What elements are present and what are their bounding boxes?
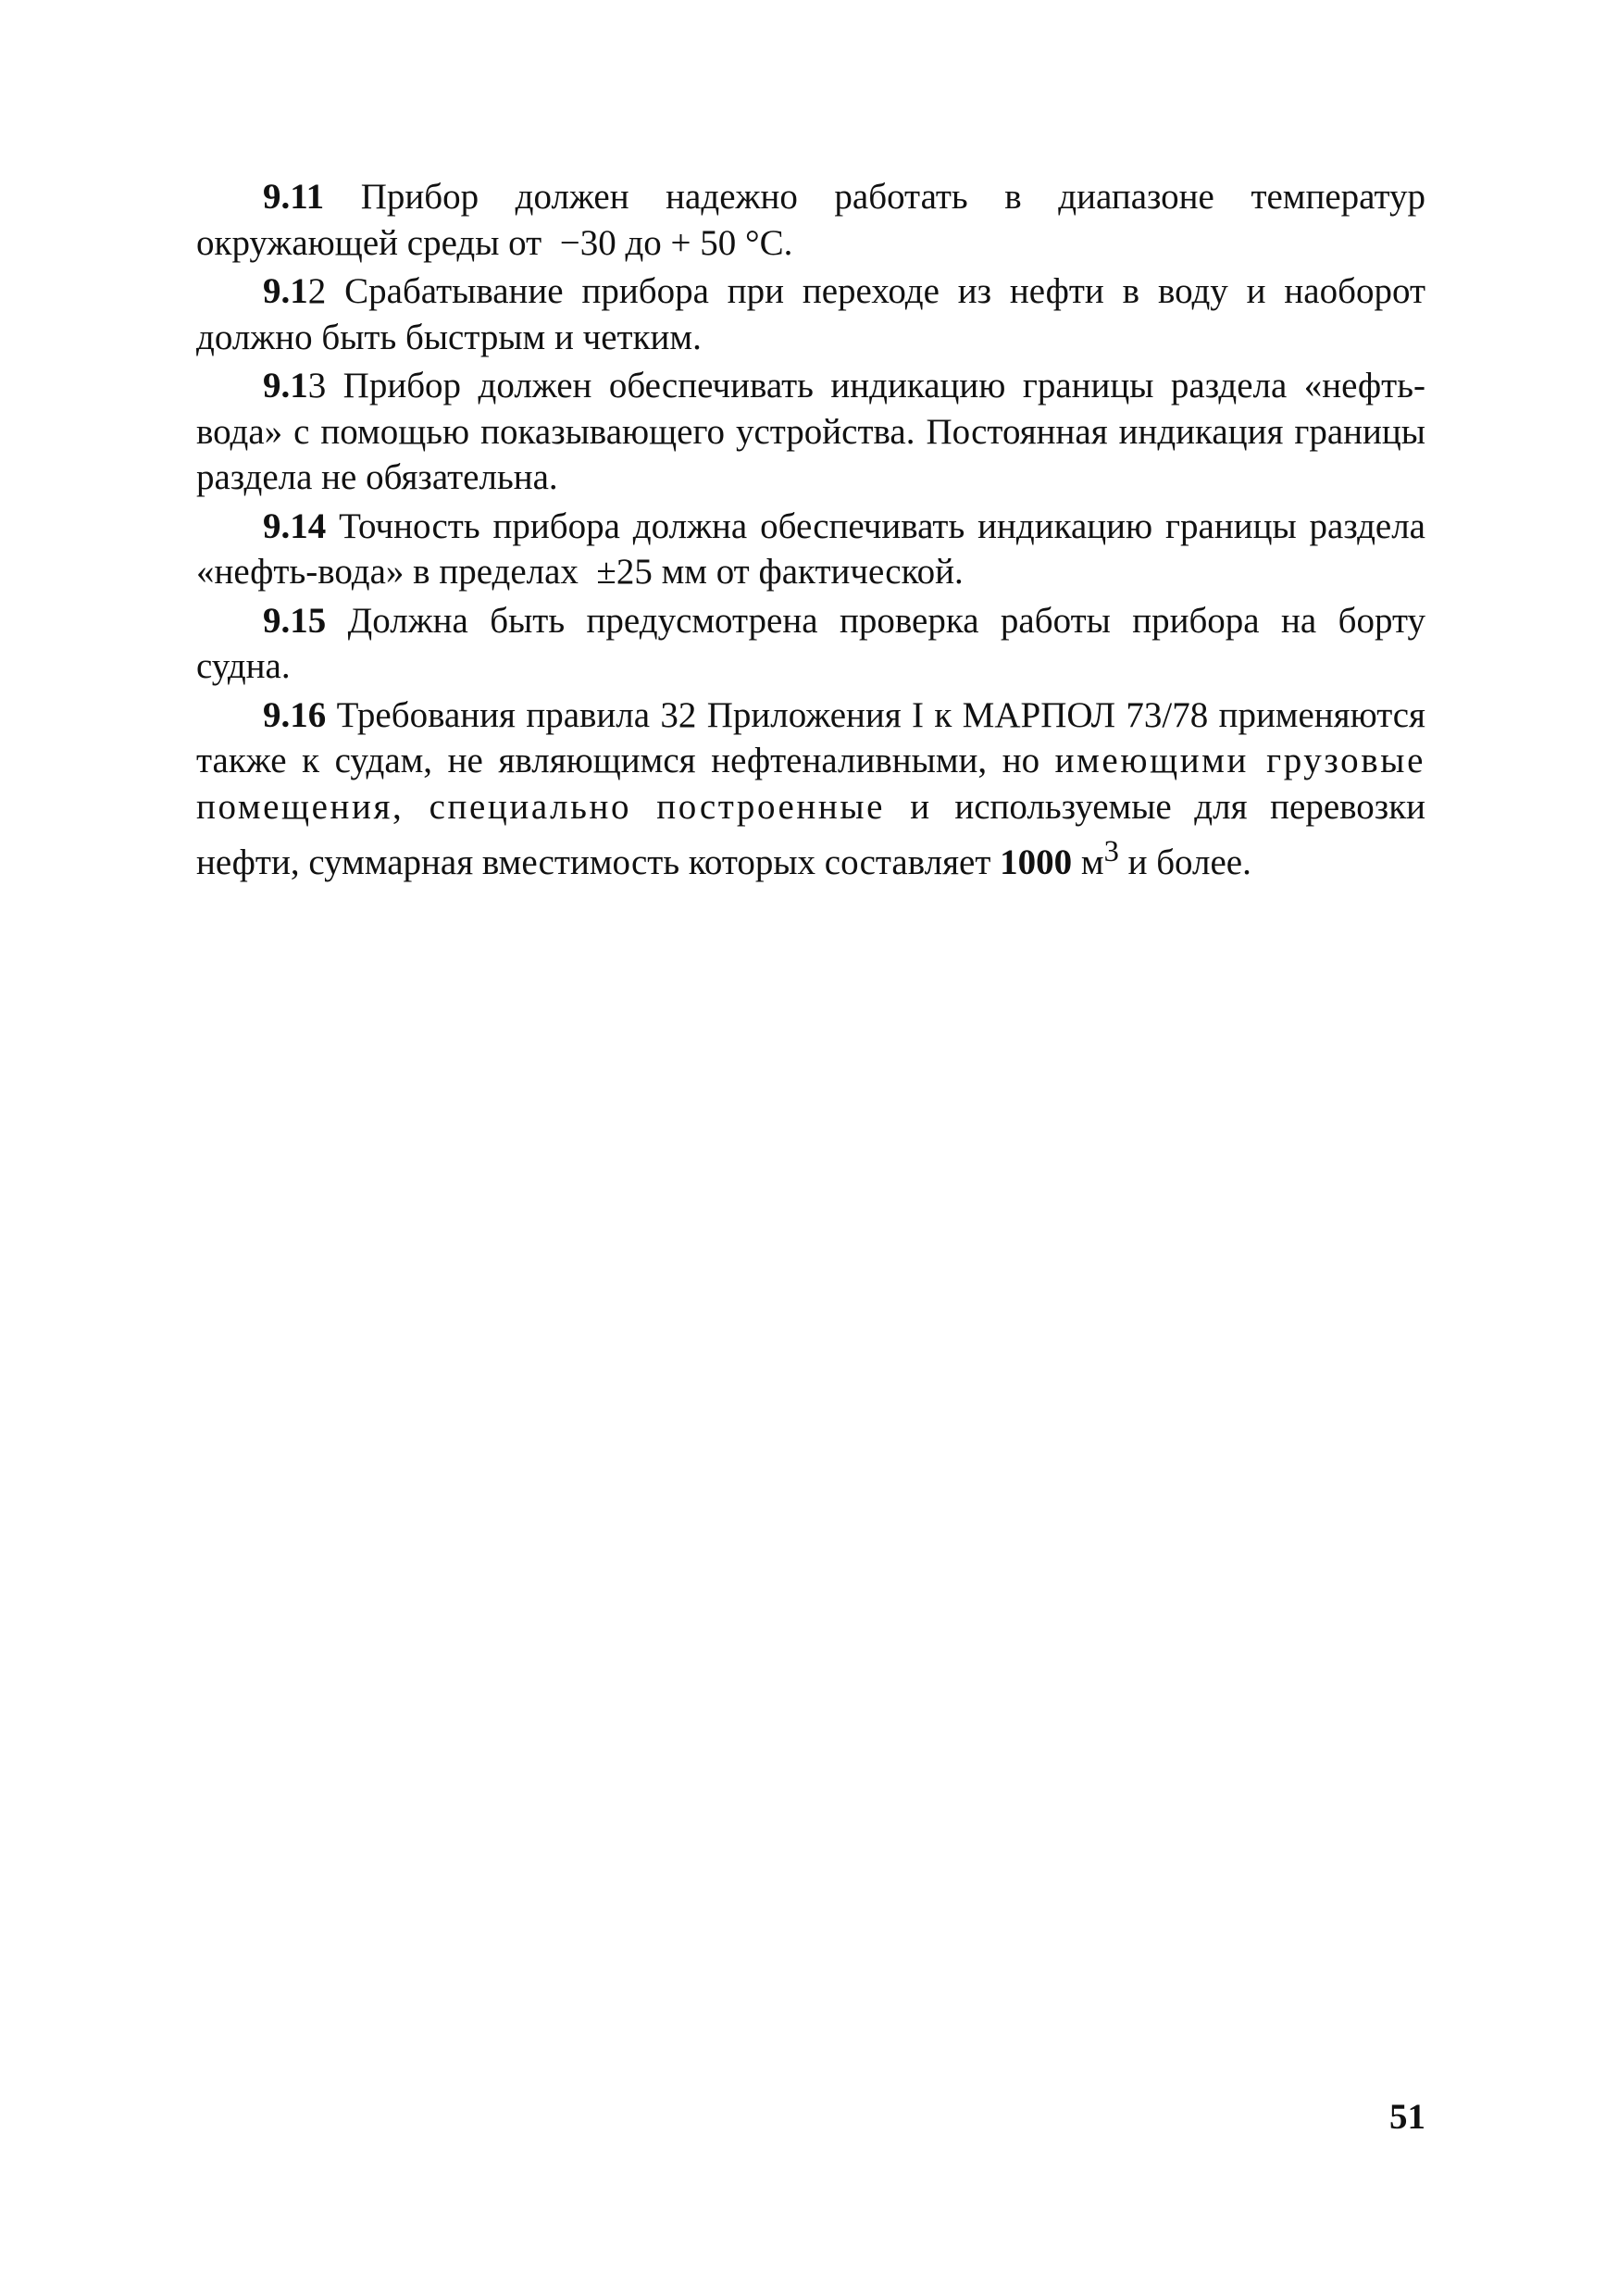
- paragraph-text: Прибор должен надежно работать в диапазоне температур окружающей среды от −30 до + 50 °С.: [196, 177, 1425, 263]
- section-number: 9.16: [263, 694, 327, 735]
- quantity-value: 1000: [1000, 842, 1073, 882]
- paragraph-text: Прибор должен обеспечивать индикацию границы раздела «нефть-вода» с помощью показывающего устройства. Постоянная индикация границы раздела не обязательна.: [196, 366, 1425, 497]
- section-number: 9.1: [263, 271, 308, 311]
- paragraph-text: Точность прибора должна обеспечивать индикацию границы раздела «нефть-вода» в пределах ±25 мм от фактической.: [196, 505, 1425, 592]
- section-number: 9.1: [263, 366, 308, 406]
- section-number: 9.15: [263, 600, 327, 641]
- paragraph-9-13: [196, 363, 1425, 501]
- body-text: [196, 174, 1425, 889]
- section-number: 9.11: [263, 177, 325, 217]
- paragraph-9-11: [196, 174, 1425, 266]
- paragraph-text: используемые для перевозки нефти, суммарная вместимость которых составляет: [196, 786, 1426, 882]
- paragraph-text: Срабатывание прибора при переходе из нефти в воду и наоборот должно быть быстрым и четким.: [196, 271, 1425, 357]
- section-number: 9.14: [263, 505, 327, 546]
- section-number-suffix: 2: [307, 271, 327, 311]
- paragraph-text: и более.: [1118, 842, 1251, 882]
- paragraph-9-14: [196, 504, 1425, 595]
- unit-superscript: 3: [1103, 835, 1119, 868]
- paragraph-text: Должна быть предусмотрена проверка работы прибора на борту судна.: [196, 600, 1425, 686]
- page-number: 51: [1389, 2097, 1425, 2137]
- paragraph-text: Требования правила 32 Приложения I к МАРПОЛ 73/78 применяются также к судам, не являющимся нефтеналивными, но: [196, 694, 1425, 780]
- section-number-suffix: 3: [307, 366, 327, 406]
- unit-text: м: [1072, 842, 1104, 882]
- paragraph-text-spaced: имеющими грузовые помещения, специально построенные и: [196, 741, 1425, 827]
- paragraph-9-16: [196, 693, 1425, 886]
- paragraph-9-12: [196, 268, 1425, 360]
- paragraph-9-15: [196, 598, 1425, 690]
